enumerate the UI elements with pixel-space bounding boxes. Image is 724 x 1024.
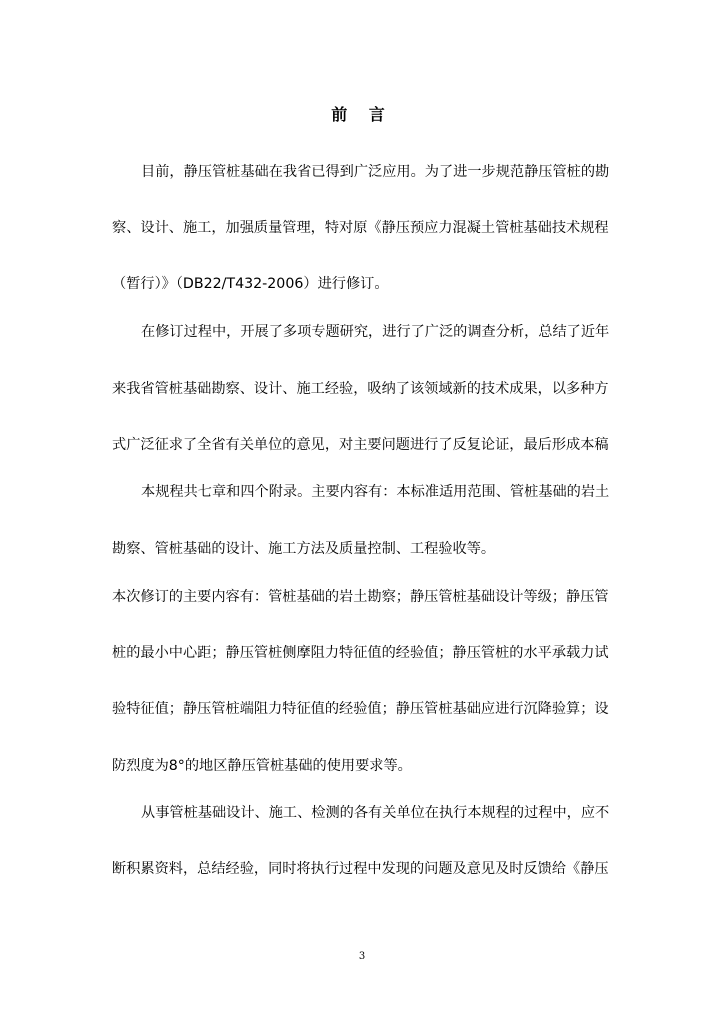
text-line: 勘察、管桩基础的设计、施工方法及质量控制、工程验收等。	[112, 541, 496, 557]
text-line: 验特征值；静压管桩端阻力特征值的经验值；静压管桩基础应进行沉降验算；设	[112, 701, 609, 717]
text-line: 在修订过程中，开展了多项专题研究，进行了广泛的调查分析，总结了近年	[141, 324, 610, 340]
text-line: 防烈度为8°的地区静压管桩基础的使用要求等。	[112, 758, 412, 774]
text-line: 从事管桩基础设计、施工、检测的各有关单位在执行本规程的过程中，应不	[141, 805, 610, 821]
text-line: 式广泛征求了全省有关单位的意见，对主要问题进行了反复论证，最后形成本稿	[112, 437, 609, 453]
text-line: 桩的最小中心距；静压管桩侧摩阻力特征值的经验值；静压管桩的水平承载力试	[112, 645, 609, 661]
text-line: （暂行）》（DB22/T432-2006）进行修订。	[112, 276, 389, 292]
text-line: 断积累资料，总结经验，同时将执行过程中发现的问题及意见及时反馈给《静压	[112, 861, 609, 877]
text-line: 察、设计、施工，加强质量管理，特对原《静压预应力混凝土管桩基础技术规程	[112, 220, 609, 236]
text-line: 来我省管桩基础勘察、设计、施工经验，吸纳了该领域新的技术成果，以多种方	[112, 381, 609, 397]
text-line: 本规程共七章和四个附录。主要内容有：本标准适用范围、管桩基础的岩土	[141, 484, 610, 500]
text-line: 目前，静压管桩基础在我省已得到广泛应用。为了进一步规范静压管桩的勘	[141, 164, 610, 180]
page-title: 前 言	[331, 105, 393, 124]
text-line: 本次修订的主要内容有：管桩基础的岩土勘察；静压管桩基础设计等级；静压管	[112, 589, 609, 605]
page-number: 3	[358, 951, 366, 962]
